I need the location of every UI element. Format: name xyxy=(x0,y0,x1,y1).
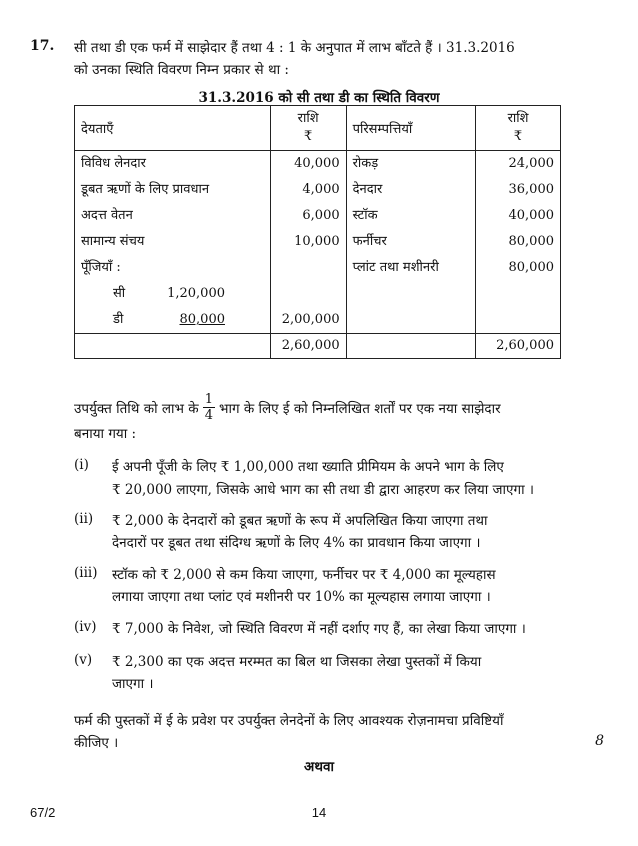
admission-statement: उपर्युक्त तिथि को लाभ के $\frac{1}{4}$ भाग के लिए ई को निम्नलिखित शर्तों पर एक नया साझेदार xyxy=(74,392,501,423)
condition-4-line-1: ₹ 7,000 के निवेश, जो स्थिति विवरण में नहीं दर्शाए गए हैं, का लेखा किया जाएगा । xyxy=(112,621,526,637)
table-row: सामान्य संचय 10,000 फर्नीचर 80,000 xyxy=(75,229,561,255)
admission-statement-line-2: बनाया गया : xyxy=(74,426,137,442)
condition-2-line-1: ₹ 2,000 के देनदारों को डूबत ऋणों के रूप में अपलिखित किया जाएगा तथा xyxy=(112,513,488,529)
total-liabilities: 2,60,000 xyxy=(270,334,346,359)
table-row: विविध लेनदार 40,000 रोकड़ 24,000 xyxy=(75,151,561,178)
total-assets: 2,60,000 xyxy=(476,334,561,359)
balance-sheet-table xyxy=(74,105,561,359)
table-title: 31.3.2016 को सी तथा डी का स्थिति विवरण xyxy=(198,90,440,106)
condition-1-line-2: ₹ 20,000 लाएगा, जिसके आधे भाग का सी तथा डी द्वारा आहरण कर लिया जाएगा । xyxy=(112,482,534,498)
header-assets: परिसम्पत्तियाँ xyxy=(346,106,476,151)
condition-3-line-1: स्टॉक को ₹ 2,000 से कम किया जाएगा, फर्नीचर पर ₹ 4,000 का मूल्यहास xyxy=(112,567,496,583)
table-header-row xyxy=(75,106,561,151)
condition-1-line-1: ई अपनी पूँजी के लिए ₹ 1,00,000 तथा ख्याति प्रीमियम के अपने भाग के लिए xyxy=(112,459,504,475)
intro-line-1: सी तथा डी एक फर्म में साझेदार हैं तथा 4 : 1 के अनुपात में लाभ बाँटते हैं । 31.3.2016 xyxy=(74,40,515,56)
header-amount-1: राशि ₹ xyxy=(270,106,346,151)
condition-2-line-2: देनदारों पर डूबत तथा संदिग्ध ऋणों के लिए 4% का प्रावधान किया जाएगा । xyxy=(112,535,481,551)
page-number: 14 xyxy=(311,805,327,820)
capital-row-d: डी 80,000 xyxy=(113,312,225,327)
paper-code: 67/2 xyxy=(30,805,56,820)
capital-row-c: सी 1,20,000 xyxy=(113,286,225,301)
or-label: अथवा xyxy=(304,759,334,775)
header-liabilities: देयताएँ xyxy=(75,106,271,151)
header-amount-2: राशि ₹ xyxy=(476,106,561,151)
capitals-total: 2,00,000 xyxy=(270,255,346,334)
fraction: $\frac{1}{4}$ xyxy=(204,392,213,423)
closing-line-2: कीजिए । xyxy=(74,735,119,751)
intro-line-2: को उनका स्थिति विवरण निम्न प्रकार से था : xyxy=(74,62,289,78)
table-row: अदत्त वेतन 6,000 स्टॉक 40,000 xyxy=(75,203,561,229)
marks: 8 xyxy=(595,733,604,749)
capitals-cell: पूँजियाँ : सी 1,20,000 डी 80,000 xyxy=(75,255,271,334)
table-total-row xyxy=(75,334,561,359)
condition-5-line-2: जाएगा । xyxy=(112,676,154,692)
table-row: डूबत ऋणों के लिए प्रावधान 4,000 देनदार 36,000 xyxy=(75,177,561,203)
condition-3-line-2: लगाया जाएगा तथा प्लांट एवं मशीनरी पर 10% का मूल्यहास लगाया जाएगा । xyxy=(112,589,491,605)
condition-5-line-1: ₹ 2,300 का एक अदत्त मरम्मत का बिल था जिसका लेखा पुस्तकों में किया xyxy=(112,654,482,670)
table-row: पूँजियाँ : सी 1,20,000 डी 80,000 2,00,000 प्लांट तथा मशीनरी 80,000 xyxy=(75,255,561,334)
question-number: 17. xyxy=(30,38,55,54)
closing-line-1: फर्म की पुस्तकों में ई के प्रवेश पर उपर्युक्त लेनदेनों के लिए आवश्यक रोज़नामचा प्रविष्टियाँ xyxy=(74,713,504,729)
